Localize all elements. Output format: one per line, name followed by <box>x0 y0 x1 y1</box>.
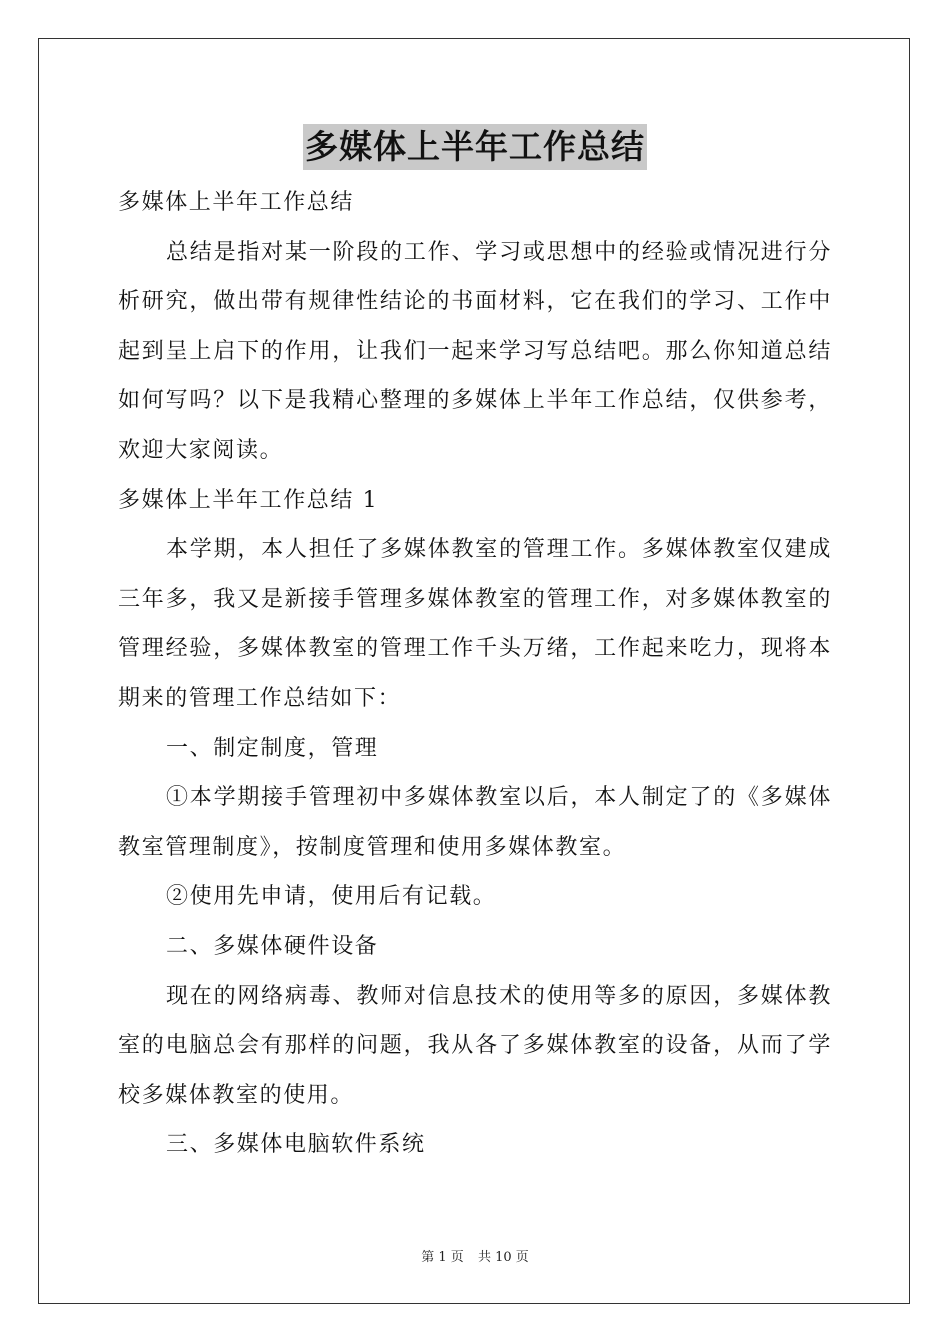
paragraph-subtitle: 多媒体上半年工作总结 <box>118 190 355 215</box>
section-heading-1: 多媒体上半年工作总结 1 <box>118 487 379 513</box>
list-heading-3: 三、多媒体电脑软件系统 <box>166 1132 426 1158</box>
list-heading-2: 二、多媒体硬件设备 <box>166 933 379 959</box>
paragraph-hardware: 现在的网络病毒、教师对信息技术的使用等多的原因，多媒体教室的电脑总会有那样的问题，我从各了多媒体教室的设备，从而了学校多媒体教室的使用。 <box>118 983 832 1108</box>
list-item-2: ②使用先申请，使用后有记载。 <box>166 884 497 910</box>
document-body <box>118 178 832 1170</box>
document-title: 多媒体上半年工作总结 <box>303 124 647 170</box>
list-heading-1: 一、制定制度，管理 <box>166 735 379 761</box>
page-footer <box>0 1246 950 1265</box>
list-item-1: ①本学期接手管理初中多媒体教室以后，本人制定了的《多媒体教室管理制度》，按制度管理和使用多媒体教室。 <box>118 785 832 860</box>
paragraph-intro: 总结是指对某一阶段的工作、学习或思想中的经验或情况进行分析研究，做出带有规律性结论的书面材料，它在我们的学习、工作中起到呈上启下的作用，让我们一起来学习写总结吧。那么你知道总结如何写吗？以下是我精心整理的多媒体上半年工作总结，仅供参考，欢迎大家阅读。 <box>118 239 832 463</box>
paragraph-body: 本学期，本人担任了多媒体教室的管理工作。多媒体教室仅建成三年多，我又是新接手管理多媒体教室的管理工作，对多媒体教室的管理经验，多媒体教室的管理工作千头万绪，工作起来吃力，现将本期来的管理工作总结如下： <box>118 537 832 711</box>
page-number-total: 共 10 页 <box>477 1250 529 1265</box>
page-number-current: 第 1 页 <box>421 1250 464 1265</box>
title-container <box>0 124 950 170</box>
